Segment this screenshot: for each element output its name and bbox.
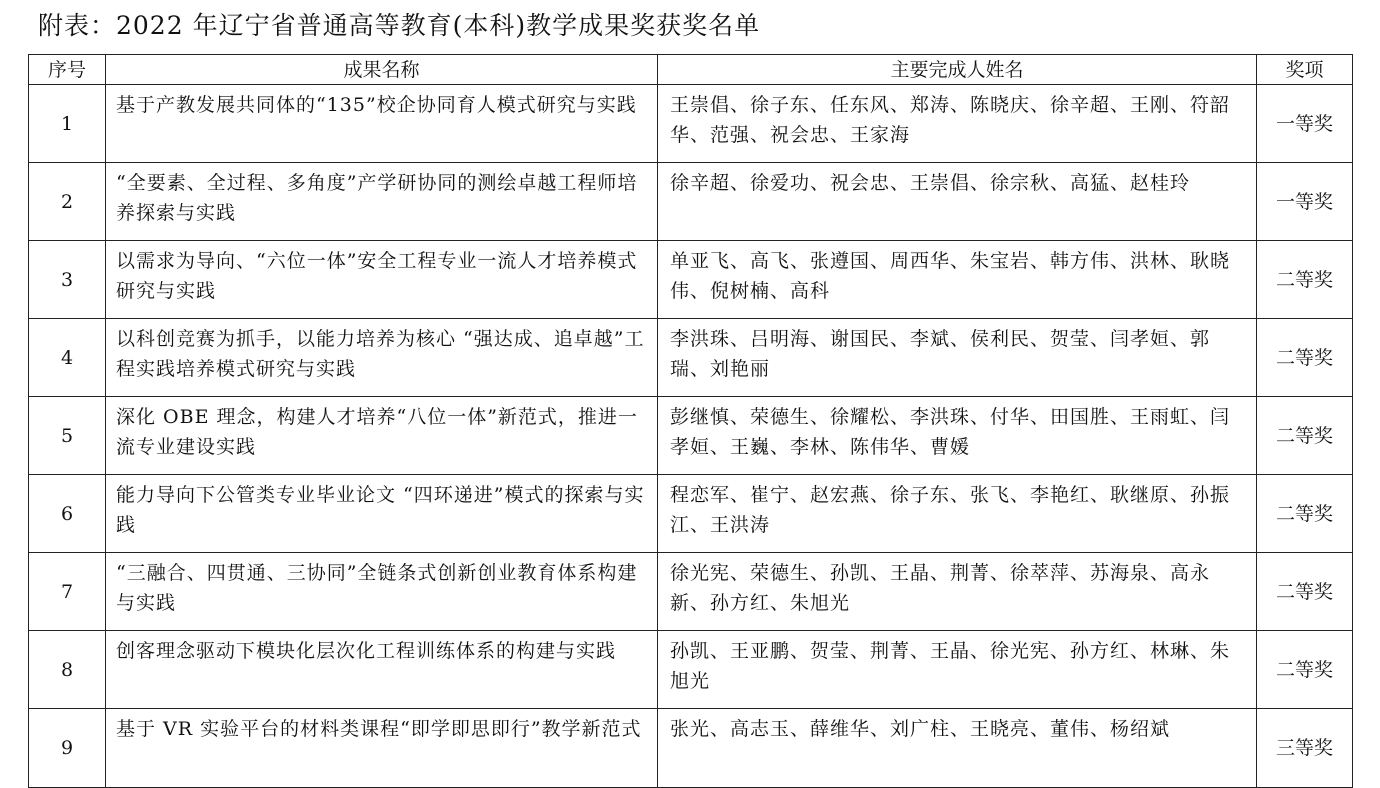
row-award: 二等奖 xyxy=(1257,475,1353,553)
table-row xyxy=(29,241,1353,319)
table-header-row xyxy=(29,55,1353,85)
row-achievement-name: 以需求为导向、“六位一体”安全工程专业一流人才培养模式研究与实践 xyxy=(106,241,658,319)
row-people: 王崇倡、徐子东、任东风、郑涛、陈晓庆、徐辛超、王刚、符韶华、范强、祝会忠、王家海 xyxy=(658,85,1257,163)
row-people: 徐辛超、徐爱功、祝会忠、王崇倡、徐宗秋、高猛、赵桂玲 xyxy=(658,163,1257,241)
header-award: 奖项 xyxy=(1257,55,1353,85)
row-index: 3 xyxy=(29,241,106,319)
header-people: 主要完成人姓名 xyxy=(658,55,1257,85)
row-achievement-name: 深化 OBE 理念，构建人才培养“八位一体”新范式，推进一流专业建设实践 xyxy=(106,397,658,475)
table-row xyxy=(29,163,1353,241)
header-name: 成果名称 xyxy=(106,55,658,85)
row-index: 9 xyxy=(29,709,106,788)
table-row xyxy=(29,631,1353,709)
row-index: 4 xyxy=(29,319,106,397)
row-people: 李洪珠、吕明海、谢国民、李斌、侯利民、贺莹、闫孝姮、郭瑞、刘艳丽 xyxy=(658,319,1257,397)
row-achievement-name: 基于 VR 实验平台的材料类课程“即学即思即行”教学新范式 xyxy=(106,709,658,788)
row-award: 二等奖 xyxy=(1257,397,1353,475)
row-award: 二等奖 xyxy=(1257,319,1353,397)
row-award: 二等奖 xyxy=(1257,241,1353,319)
row-people: 孙凯、王亚鹏、贺莹、荆菁、王晶、徐光宪、孙方红、林琳、朱旭光 xyxy=(658,631,1257,709)
row-achievement-name: “全要素、全过程、多角度”产学研协同的测绘卓越工程师培养探索与实践 xyxy=(106,163,658,241)
header-index: 序号 xyxy=(29,55,106,85)
table-row xyxy=(29,397,1353,475)
row-award: 一等奖 xyxy=(1257,163,1353,241)
row-award: 一等奖 xyxy=(1257,85,1353,163)
row-index: 6 xyxy=(29,475,106,553)
row-index: 8 xyxy=(29,631,106,709)
row-award: 二等奖 xyxy=(1257,553,1353,631)
page-title: 附表：2022 年辽宁省普通高等教育(本科)教学成果奖获奖名单 xyxy=(38,11,761,40)
row-award: 三等奖 xyxy=(1257,709,1353,788)
row-people: 徐光宪、荣德生、孙凯、王晶、荆菁、徐萃萍、苏海泉、高永新、孙方红、朱旭光 xyxy=(658,553,1257,631)
row-index: 5 xyxy=(29,397,106,475)
row-index: 1 xyxy=(29,85,106,163)
row-achievement-name: 以科创竞赛为抓手，以能力培养为核心 “强达成、追卓越”工程实践培养模式研究与实践 xyxy=(106,319,658,397)
row-achievement-name: 能力导向下公管类专业毕业论文 “四环递进”模式的探索与实践 xyxy=(106,475,658,553)
row-people: 张光、高志玉、薛维华、刘广柱、王晓亮、董伟、杨绍斌 xyxy=(658,709,1257,788)
row-index: 7 xyxy=(29,553,106,631)
table-row xyxy=(29,475,1353,553)
table-row xyxy=(29,553,1353,631)
row-achievement-name: 基于产教发展共同体的“135”校企协同育人模式研究与实践 xyxy=(106,85,658,163)
award-table xyxy=(28,54,1353,788)
row-people: 程恋军、崔宁、赵宏燕、徐子东、张飞、李艳红、耿继原、孙振江、王洪涛 xyxy=(658,475,1257,553)
row-people: 单亚飞、高飞、张遵国、周西华、朱宝岩、韩方伟、洪林、耿晓伟、倪树楠、高科 xyxy=(658,241,1257,319)
table-row xyxy=(29,709,1353,788)
row-award: 二等奖 xyxy=(1257,631,1353,709)
row-people: 彭继慎、荣德生、徐耀松、李洪珠、付华、田国胜、王雨虹、闫孝姮、王巍、李林、陈伟华、曹媛 xyxy=(658,397,1257,475)
table-row xyxy=(29,319,1353,397)
row-achievement-name: “三融合、四贯通、三协同”全链条式创新创业教育体系构建与实践 xyxy=(106,553,658,631)
row-achievement-name: 创客理念驱动下模块化层次化工程训练体系的构建与实践 xyxy=(106,631,658,709)
table-row xyxy=(29,85,1353,163)
row-index: 2 xyxy=(29,163,106,241)
